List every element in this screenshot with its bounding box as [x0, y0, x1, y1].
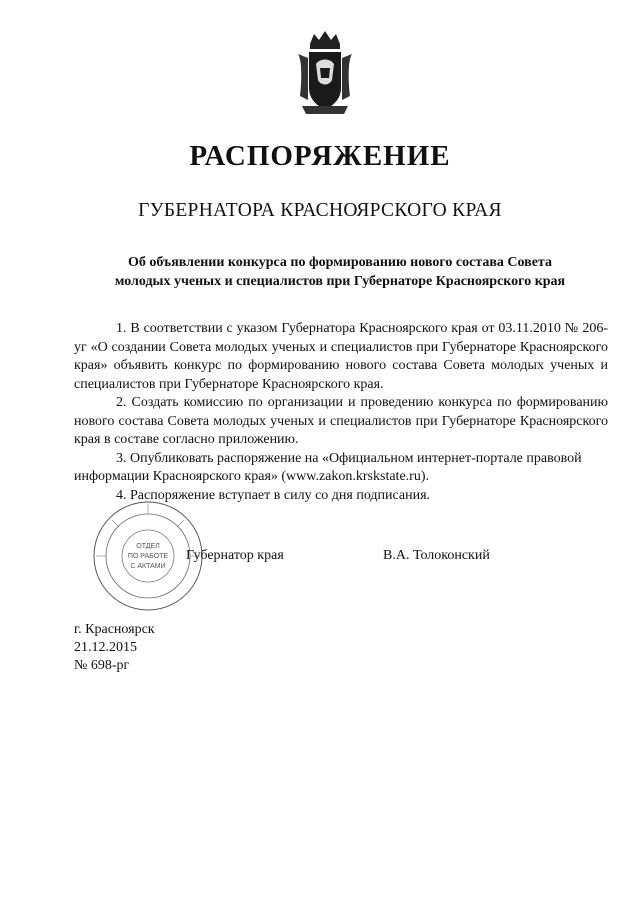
document-subtitle: ГУБЕРНАТОРА КРАСНОЯРСКОГО КРАЯ — [138, 200, 502, 221]
paragraph-2: 2. Создать комиссию по организации и проведению конкурса по формированию нового состава Совета молодых ученых и специалистов при Губернаторе Красноярского края в составе согласно приложению. — [74, 395, 608, 447]
signature-position: Губернатор края — [186, 548, 284, 563]
document-footer — [74, 621, 155, 675]
paragraph-1: 1. В соответствии с указом Губернатора Красноярского края от 03.11.2010 № 206-уг «О создании Совета молодых ученых и специалистов при Губернаторе Красноярского края» объявить конкурс по формированию нового состава Совета молодых ученых и специалистов при Губернаторе Красноярского края. — [74, 321, 608, 392]
heading-line-1: Об объявлении конкурса по формированию нового состава Совета — [128, 255, 552, 270]
paragraph-4: 4. Распоряжение вступает в силу со дня подписания. — [116, 487, 431, 503]
stamp-inner-line-2: ПО РАБОТЕ — [127, 553, 169, 560]
footer-date: 21.12.2015 — [74, 640, 137, 655]
document-title: РАСПОРЯЖЕНИЕ — [189, 140, 451, 172]
document-body — [74, 320, 608, 505]
footer-city: г. Красноярск — [74, 622, 155, 637]
coat-of-arms-icon — [296, 30, 354, 116]
document-heading — [70, 253, 610, 291]
heading-line-2: молодых ученых и специалистов при Губернаторе Красноярского края — [114, 274, 566, 289]
signature-name: В.А. Толоконский — [383, 548, 490, 563]
paragraph-3: 3. Опубликовать распоряжение на «Официальном интернет-портале правовой информации Красноярского края» (www.zakon.krskstate.ru). — [74, 450, 582, 484]
stamp-inner-line-1: ОТДЕЛ — [136, 543, 160, 550]
stamp-inner-line-3: С АКТАМИ — [130, 563, 166, 570]
footer-number: № 698-рг — [74, 658, 130, 673]
